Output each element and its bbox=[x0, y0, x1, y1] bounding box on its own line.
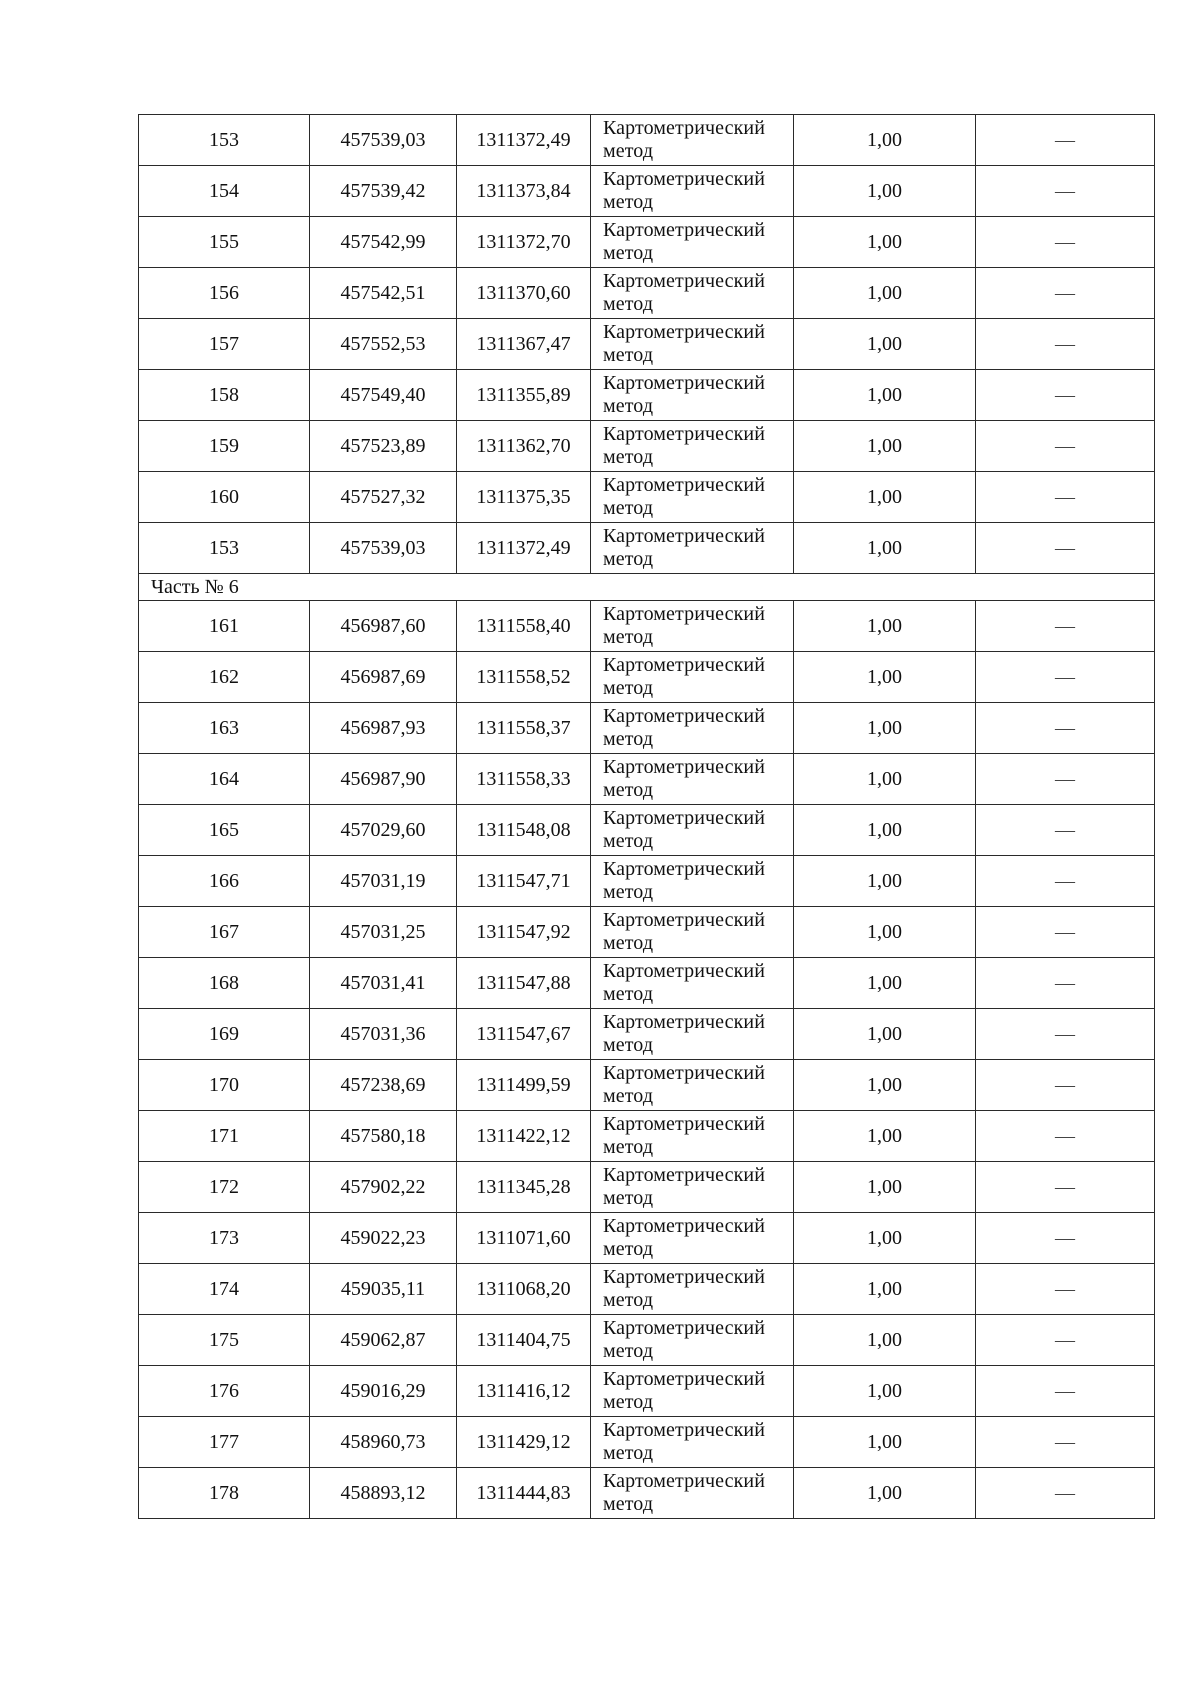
x-coordinate-cell: 457902,22 bbox=[310, 1162, 457, 1213]
table-row bbox=[139, 268, 1155, 319]
description-cell: — bbox=[976, 217, 1155, 268]
point-number-cell: 175 bbox=[139, 1315, 310, 1366]
x-coordinate-cell: 457539,03 bbox=[310, 115, 457, 166]
x-coordinate-cell: 457031,19 bbox=[310, 856, 457, 907]
table-row bbox=[139, 805, 1155, 856]
y-coordinate-cell: 1311372,49 bbox=[457, 523, 591, 574]
x-coordinate-cell: 459062,87 bbox=[310, 1315, 457, 1366]
point-number-cell: 177 bbox=[139, 1417, 310, 1468]
method-cell: Картометрический метод bbox=[591, 421, 794, 472]
x-coordinate-cell: 457031,41 bbox=[310, 958, 457, 1009]
description-cell: — bbox=[976, 601, 1155, 652]
x-coordinate-cell: 457542,99 bbox=[310, 217, 457, 268]
y-coordinate-cell: 1311548,08 bbox=[457, 805, 591, 856]
x-coordinate-cell: 458893,12 bbox=[310, 1468, 457, 1519]
y-coordinate-cell: 1311068,20 bbox=[457, 1264, 591, 1315]
x-coordinate-cell: 457238,69 bbox=[310, 1060, 457, 1111]
part-header-row bbox=[139, 574, 1155, 601]
description-cell: — bbox=[976, 856, 1155, 907]
table-row bbox=[139, 217, 1155, 268]
y-coordinate-cell: 1311422,12 bbox=[457, 1111, 591, 1162]
method-cell: Картометрический метод bbox=[591, 1009, 794, 1060]
point-number-cell: 153 bbox=[139, 115, 310, 166]
accuracy-cell: 1,00 bbox=[794, 601, 976, 652]
accuracy-cell: 1,00 bbox=[794, 166, 976, 217]
table-row bbox=[139, 1162, 1155, 1213]
coordinates-table bbox=[138, 114, 1155, 1519]
accuracy-cell: 1,00 bbox=[794, 319, 976, 370]
point-number-cell: 164 bbox=[139, 754, 310, 805]
accuracy-cell: 1,00 bbox=[794, 958, 976, 1009]
method-cell: Картометрический метод bbox=[591, 1213, 794, 1264]
y-coordinate-cell: 1311372,70 bbox=[457, 217, 591, 268]
description-cell: — bbox=[976, 1468, 1155, 1519]
y-coordinate-cell: 1311362,70 bbox=[457, 421, 591, 472]
description-cell: — bbox=[976, 1111, 1155, 1162]
table-row bbox=[139, 523, 1155, 574]
description-cell: — bbox=[976, 1009, 1155, 1060]
method-cell: Картометрический метод bbox=[591, 805, 794, 856]
description-cell: — bbox=[976, 421, 1155, 472]
description-cell: — bbox=[976, 523, 1155, 574]
method-cell: Картометрический метод bbox=[591, 856, 794, 907]
description-cell: — bbox=[976, 1315, 1155, 1366]
method-cell: Картометрический метод bbox=[591, 217, 794, 268]
x-coordinate-cell: 457580,18 bbox=[310, 1111, 457, 1162]
description-cell: — bbox=[976, 1162, 1155, 1213]
x-coordinate-cell: 458960,73 bbox=[310, 1417, 457, 1468]
x-coordinate-cell: 457552,53 bbox=[310, 319, 457, 370]
y-coordinate-cell: 1311558,52 bbox=[457, 652, 591, 703]
method-cell: Картометрический метод bbox=[591, 754, 794, 805]
description-cell: — bbox=[976, 1213, 1155, 1264]
point-number-cell: 157 bbox=[139, 319, 310, 370]
y-coordinate-cell: 1311355,89 bbox=[457, 370, 591, 421]
accuracy-cell: 1,00 bbox=[794, 472, 976, 523]
accuracy-cell: 1,00 bbox=[794, 1060, 976, 1111]
table-row bbox=[139, 1213, 1155, 1264]
y-coordinate-cell: 1311499,59 bbox=[457, 1060, 591, 1111]
method-cell: Картометрический метод bbox=[591, 1060, 794, 1111]
table-row bbox=[139, 754, 1155, 805]
x-coordinate-cell: 459035,11 bbox=[310, 1264, 457, 1315]
table-row bbox=[139, 1009, 1155, 1060]
description-cell: — bbox=[976, 652, 1155, 703]
y-coordinate-cell: 1311375,35 bbox=[457, 472, 591, 523]
table-row bbox=[139, 907, 1155, 958]
table-row bbox=[139, 1315, 1155, 1366]
accuracy-cell: 1,00 bbox=[794, 907, 976, 958]
accuracy-cell: 1,00 bbox=[794, 115, 976, 166]
description-cell: — bbox=[976, 1417, 1155, 1468]
method-cell: Картометрический метод bbox=[591, 472, 794, 523]
accuracy-cell: 1,00 bbox=[794, 1417, 976, 1468]
point-number-cell: 167 bbox=[139, 907, 310, 958]
accuracy-cell: 1,00 bbox=[794, 1366, 976, 1417]
point-number-cell: 178 bbox=[139, 1468, 310, 1519]
x-coordinate-cell: 457542,51 bbox=[310, 268, 457, 319]
y-coordinate-cell: 1311558,37 bbox=[457, 703, 591, 754]
method-cell: Картометрический метод bbox=[591, 601, 794, 652]
method-cell: Картометрический метод bbox=[591, 1366, 794, 1417]
description-cell: — bbox=[976, 268, 1155, 319]
table-row bbox=[139, 421, 1155, 472]
point-number-cell: 169 bbox=[139, 1009, 310, 1060]
table-row bbox=[139, 1468, 1155, 1519]
accuracy-cell: 1,00 bbox=[794, 217, 976, 268]
table-row bbox=[139, 652, 1155, 703]
accuracy-cell: 1,00 bbox=[794, 805, 976, 856]
y-coordinate-cell: 1311370,60 bbox=[457, 268, 591, 319]
method-cell: Картометрический метод bbox=[591, 1162, 794, 1213]
method-cell: Картометрический метод bbox=[591, 1111, 794, 1162]
table-row bbox=[139, 1111, 1155, 1162]
method-cell: Картометрический метод bbox=[591, 907, 794, 958]
table-row bbox=[139, 115, 1155, 166]
accuracy-cell: 1,00 bbox=[794, 856, 976, 907]
x-coordinate-cell: 456987,60 bbox=[310, 601, 457, 652]
point-number-cell: 155 bbox=[139, 217, 310, 268]
method-cell: Картометрический метод bbox=[591, 652, 794, 703]
table-row bbox=[139, 370, 1155, 421]
method-cell: Картометрический метод bbox=[591, 523, 794, 574]
point-number-cell: 153 bbox=[139, 523, 310, 574]
accuracy-cell: 1,00 bbox=[794, 268, 976, 319]
point-number-cell: 172 bbox=[139, 1162, 310, 1213]
description-cell: — bbox=[976, 805, 1155, 856]
y-coordinate-cell: 1311547,71 bbox=[457, 856, 591, 907]
x-coordinate-cell: 457549,40 bbox=[310, 370, 457, 421]
accuracy-cell: 1,00 bbox=[794, 703, 976, 754]
y-coordinate-cell: 1311367,47 bbox=[457, 319, 591, 370]
description-cell: — bbox=[976, 1060, 1155, 1111]
point-number-cell: 156 bbox=[139, 268, 310, 319]
point-number-cell: 170 bbox=[139, 1060, 310, 1111]
description-cell: — bbox=[976, 907, 1155, 958]
method-cell: Картометрический метод bbox=[591, 166, 794, 217]
point-number-cell: 159 bbox=[139, 421, 310, 472]
method-cell: Картометрический метод bbox=[591, 1417, 794, 1468]
description-cell: — bbox=[976, 166, 1155, 217]
y-coordinate-cell: 1311547,88 bbox=[457, 958, 591, 1009]
description-cell: — bbox=[976, 115, 1155, 166]
point-number-cell: 171 bbox=[139, 1111, 310, 1162]
point-number-cell: 154 bbox=[139, 166, 310, 217]
x-coordinate-cell: 457031,25 bbox=[310, 907, 457, 958]
accuracy-cell: 1,00 bbox=[794, 1111, 976, 1162]
table-row bbox=[139, 319, 1155, 370]
description-cell: — bbox=[976, 958, 1155, 1009]
table-row bbox=[139, 166, 1155, 217]
y-coordinate-cell: 1311404,75 bbox=[457, 1315, 591, 1366]
table-row bbox=[139, 1264, 1155, 1315]
x-coordinate-cell: 456987,90 bbox=[310, 754, 457, 805]
y-coordinate-cell: 1311372,49 bbox=[457, 115, 591, 166]
y-coordinate-cell: 1311429,12 bbox=[457, 1417, 591, 1468]
description-cell: — bbox=[976, 319, 1155, 370]
description-cell: — bbox=[976, 472, 1155, 523]
y-coordinate-cell: 1311444,83 bbox=[457, 1468, 591, 1519]
point-number-cell: 174 bbox=[139, 1264, 310, 1315]
description-cell: — bbox=[976, 754, 1155, 805]
table-row bbox=[139, 1366, 1155, 1417]
accuracy-cell: 1,00 bbox=[794, 1315, 976, 1366]
table-row bbox=[139, 601, 1155, 652]
point-number-cell: 166 bbox=[139, 856, 310, 907]
y-coordinate-cell: 1311373,84 bbox=[457, 166, 591, 217]
point-number-cell: 161 bbox=[139, 601, 310, 652]
y-coordinate-cell: 1311547,92 bbox=[457, 907, 591, 958]
x-coordinate-cell: 456987,93 bbox=[310, 703, 457, 754]
description-cell: — bbox=[976, 1366, 1155, 1417]
method-cell: Картометрический метод bbox=[591, 958, 794, 1009]
y-coordinate-cell: 1311416,12 bbox=[457, 1366, 591, 1417]
x-coordinate-cell: 457539,42 bbox=[310, 166, 457, 217]
method-cell: Картометрический метод bbox=[591, 115, 794, 166]
method-cell: Картометрический метод bbox=[591, 370, 794, 421]
method-cell: Картометрический метод bbox=[591, 1315, 794, 1366]
point-number-cell: 158 bbox=[139, 370, 310, 421]
table-row bbox=[139, 1417, 1155, 1468]
point-number-cell: 168 bbox=[139, 958, 310, 1009]
table-row bbox=[139, 856, 1155, 907]
coordinates-table-body bbox=[139, 115, 1155, 1519]
x-coordinate-cell: 457523,89 bbox=[310, 421, 457, 472]
x-coordinate-cell: 457029,60 bbox=[310, 805, 457, 856]
accuracy-cell: 1,00 bbox=[794, 754, 976, 805]
accuracy-cell: 1,00 bbox=[794, 1213, 976, 1264]
point-number-cell: 165 bbox=[139, 805, 310, 856]
description-cell: — bbox=[976, 370, 1155, 421]
method-cell: Картометрический метод bbox=[591, 319, 794, 370]
x-coordinate-cell: 459016,29 bbox=[310, 1366, 457, 1417]
x-coordinate-cell: 457031,36 bbox=[310, 1009, 457, 1060]
accuracy-cell: 1,00 bbox=[794, 1009, 976, 1060]
point-number-cell: 173 bbox=[139, 1213, 310, 1264]
table-row bbox=[139, 472, 1155, 523]
x-coordinate-cell: 456987,69 bbox=[310, 652, 457, 703]
accuracy-cell: 1,00 bbox=[794, 370, 976, 421]
method-cell: Картометрический метод bbox=[591, 1468, 794, 1519]
y-coordinate-cell: 1311558,40 bbox=[457, 601, 591, 652]
x-coordinate-cell: 459022,23 bbox=[310, 1213, 457, 1264]
method-cell: Картометрический метод bbox=[591, 703, 794, 754]
point-number-cell: 162 bbox=[139, 652, 310, 703]
y-coordinate-cell: 1311071,60 bbox=[457, 1213, 591, 1264]
description-cell: — bbox=[976, 703, 1155, 754]
table-row bbox=[139, 958, 1155, 1009]
part-label: Часть № 6 bbox=[139, 574, 1155, 601]
y-coordinate-cell: 1311558,33 bbox=[457, 754, 591, 805]
point-number-cell: 176 bbox=[139, 1366, 310, 1417]
accuracy-cell: 1,00 bbox=[794, 1162, 976, 1213]
table-row bbox=[139, 1060, 1155, 1111]
y-coordinate-cell: 1311345,28 bbox=[457, 1162, 591, 1213]
point-number-cell: 160 bbox=[139, 472, 310, 523]
x-coordinate-cell: 457527,32 bbox=[310, 472, 457, 523]
y-coordinate-cell: 1311547,67 bbox=[457, 1009, 591, 1060]
accuracy-cell: 1,00 bbox=[794, 652, 976, 703]
accuracy-cell: 1,00 bbox=[794, 1468, 976, 1519]
point-number-cell: 163 bbox=[139, 703, 310, 754]
table-row bbox=[139, 703, 1155, 754]
description-cell: — bbox=[976, 1264, 1155, 1315]
x-coordinate-cell: 457539,03 bbox=[310, 523, 457, 574]
accuracy-cell: 1,00 bbox=[794, 421, 976, 472]
accuracy-cell: 1,00 bbox=[794, 523, 976, 574]
method-cell: Картометрический метод bbox=[591, 1264, 794, 1315]
accuracy-cell: 1,00 bbox=[794, 1264, 976, 1315]
method-cell: Картометрический метод bbox=[591, 268, 794, 319]
